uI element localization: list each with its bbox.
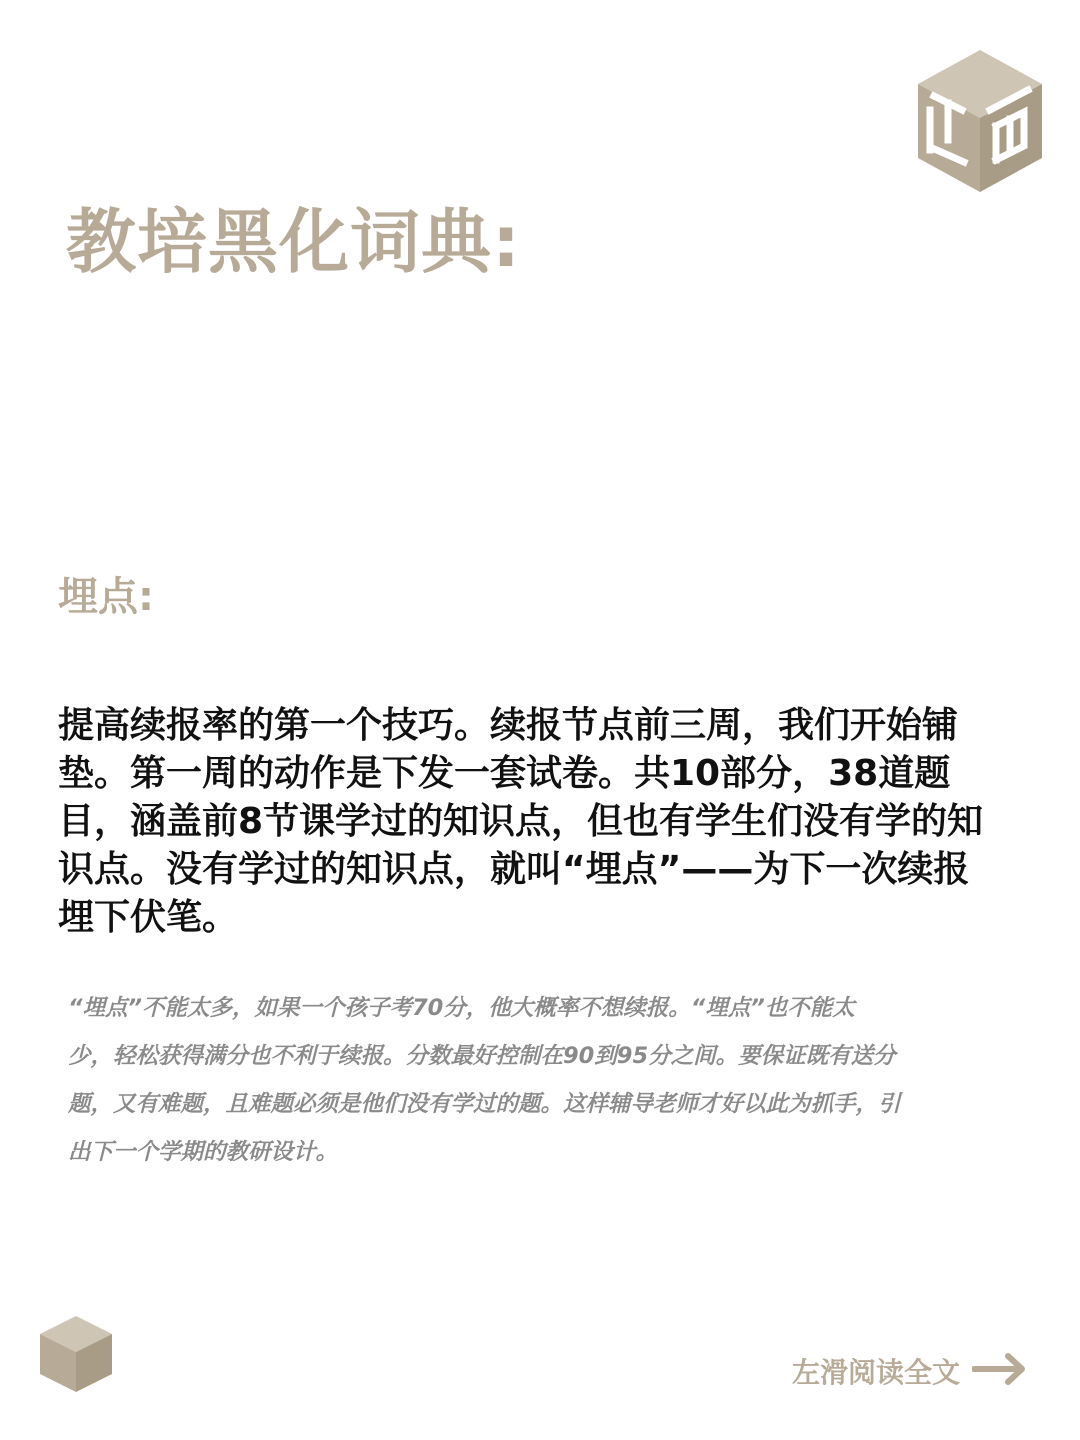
definition-text bbox=[58, 702, 1058, 942]
note-line: “埋点”不能太多，如果一个孩子考70分，他大概率不想续报。“埋点”也不能太 bbox=[68, 995, 855, 1021]
definition-line: 识点。没有学过的知识点，就叫“埋点”——为下一次续报 bbox=[58, 849, 970, 890]
arrow-right-icon bbox=[960, 1352, 1028, 1390]
definition-line: 埋下伏笔。 bbox=[58, 897, 239, 938]
swipe-label: 左滑阅读全文 bbox=[792, 1356, 961, 1389]
swipe-read-more-button[interactable] bbox=[792, 1346, 1028, 1396]
definition-line: 目，涵盖前8节课学过的知识点，但也有学生们没有学的知 bbox=[58, 801, 984, 842]
note-text bbox=[68, 984, 1028, 1176]
page-title: 教培黑化词典: bbox=[66, 201, 521, 283]
note-line: 出下一个学期的教研设计。 bbox=[68, 1139, 339, 1165]
term-label: 埋点: bbox=[58, 574, 154, 620]
cube-icon bbox=[38, 1314, 114, 1394]
note-line: 少，轻松获得满分也不利于续报。分数最好控制在90到95分之间。要保证既有送分 bbox=[68, 1043, 896, 1069]
definition-line: 提高续报率的第一个技巧。续报节点前三周，我们开始铺 bbox=[58, 705, 959, 746]
note-line: 题，又有难题，且难题必须是他们没有学过的题。这样辅导老师才好以此为抓手，引 bbox=[68, 1091, 901, 1117]
definition-line: 垫。第一周的动作是下发一套试卷。共10部分，38道题 bbox=[58, 753, 951, 794]
cube-logo-icon bbox=[912, 44, 1048, 196]
